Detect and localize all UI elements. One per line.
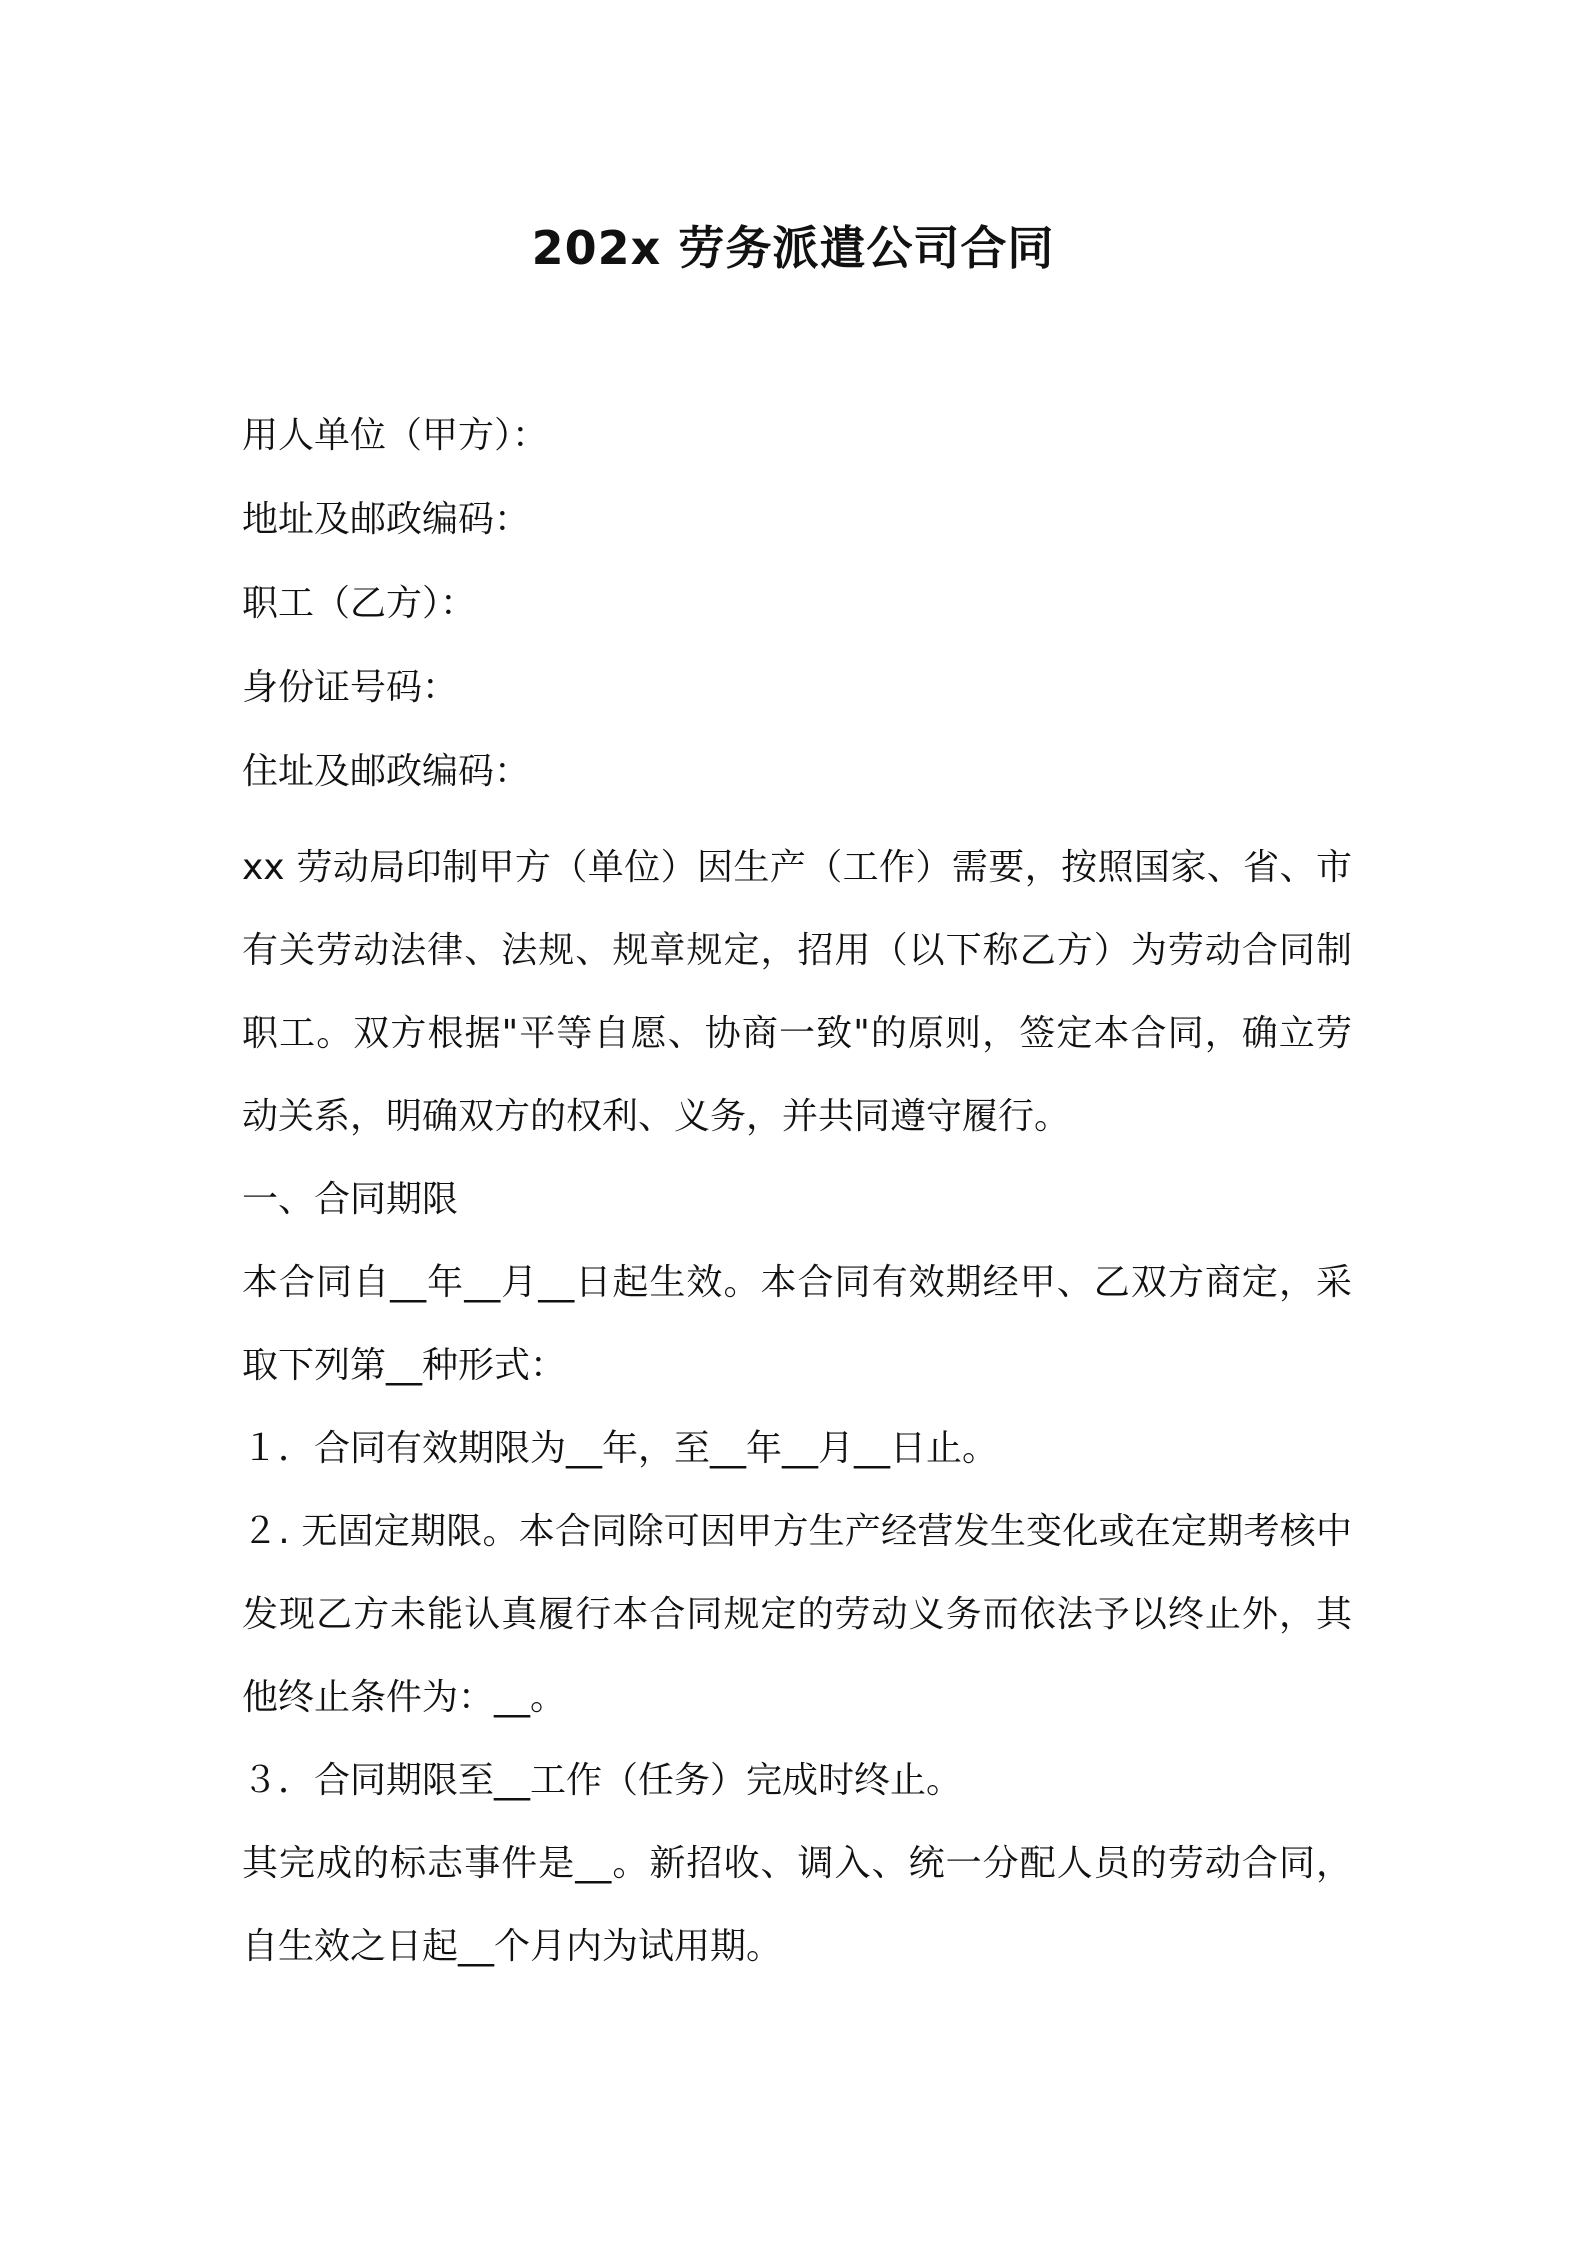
section1-paragraph: 本合同自__年__月__日起生效。本合同有效期经甲、乙双方商定，采取下列第__种形式： (242, 1262, 1352, 1386)
item-2: ２. 无固定期限。本合同除可因甲方生产经营发生变化或在定期考核中发现乙方未能认真履行本合同规定的劳动义务而依法予以终止外，其他终止条件为：__。 (242, 1511, 1352, 1718)
intro-paragraph: xx 劳动局印制甲方（单位）因生产（工作）需要，按照国家、省、市有关劳动法律、法规、规章规定，招用（以下称乙方）为劳动合同制职工。双方根据"平等自愿、协商一致"的原则，签定本合同，确立劳动关系，明确双方的权利、义务，并共同遵守履行。 (242, 847, 1352, 1137)
item-3: ３．合同期限至__工作（任务）完成时终止。 (242, 1760, 963, 1801)
field-id-number: 身份证号码： (242, 667, 459, 708)
document-body (242, 406, 1352, 1988)
field-address: 地址及邮政编码： (242, 499, 531, 540)
field-employee: 职工（乙方）： (242, 583, 477, 624)
document-title: 202x 劳务派遣公司合同 (531, 221, 1055, 275)
item-1: １．合同有效期限为__年，至__年__月__日止。 (242, 1428, 999, 1469)
field-residence: 住址及邮政编码： (242, 751, 531, 792)
closing-paragraph: 其完成的标志事件是__。新招收、调入、统一分配人员的劳动合同，自生效之日起__个月内为试用期。 (242, 1843, 1352, 1967)
section1-heading: 一、合同期限 (242, 1179, 459, 1220)
field-employer: 用人单位（甲方）： (242, 415, 549, 456)
